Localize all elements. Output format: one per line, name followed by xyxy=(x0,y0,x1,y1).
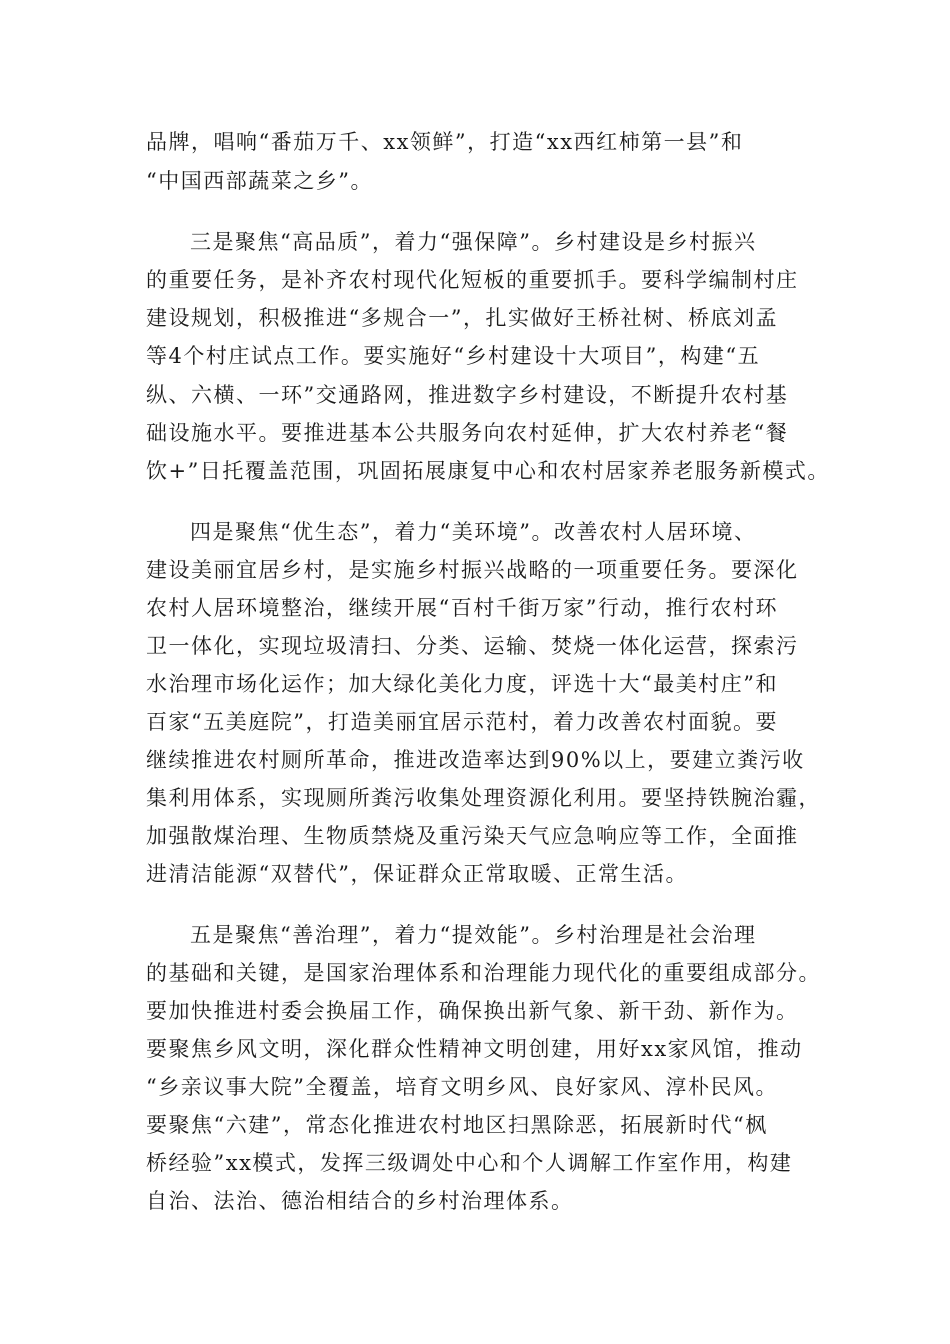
text-line: 自治、法治、德治相结合的乡村治理体系。 xyxy=(146,1189,574,1213)
text-line: “中国西部蔬菜之乡”。 xyxy=(146,169,373,193)
text-line: 百家“五美庭院”，打造美丽宜居示范村，着力改善农村面貌。要 xyxy=(146,710,778,734)
text-line: 品牌，唱响“番茄万千、xx领鲜”，打造“xx西红柿第一县”和 xyxy=(146,130,744,154)
text-line: 的重要任务，是补齐农村现代化短板的重要抓手。要科学编制村庄 xyxy=(146,268,799,292)
text-line: “乡亲议事大院”全覆盖，培育文明乡风、良好家风、淳朴民风。 xyxy=(146,1075,778,1099)
text-line: 四是聚焦“优生态”，着力“美环境”。改善农村人居环境、 xyxy=(190,520,757,544)
text-line: 要聚焦“六建”，常态化推进农村地区扫黑除恶，拓展新时代“枫 xyxy=(146,1113,768,1137)
text-line: 建设规划，积极推进“多规合一”，扎实做好王桥社树、桥底刘孟 xyxy=(146,306,778,330)
text-line: 进清洁能源“双替代”，保证群众正常取暖、正常生活。 xyxy=(146,862,688,886)
text-line: 五是聚焦“善治理”，着力“提效能”。乡村治理是社会治理 xyxy=(190,923,757,947)
text-line: 卫一体化，实现垃圾清扫、分类、运输、焚烧一体化运营，探索污 xyxy=(146,634,799,658)
text-line: 水治理市场化运作；加大绿化美化力度，评选十大“最美村庄”和 xyxy=(146,672,778,696)
text-line: 加强散煤治理、生物质禁烧及重污染天气应急响应等工作，全面推 xyxy=(146,824,799,848)
text-line: 桥经验”xx模式，发挥三级调处中心和个人调解工作室作用，构建 xyxy=(146,1151,793,1175)
text-line: 要聚焦乡风文明，深化群众性精神文明创建，用好xx家风馆，推动 xyxy=(146,1037,803,1061)
text-line: 建设美丽宜居乡村，是实施乡村振兴战略的一项重要任务。要深化 xyxy=(146,558,799,582)
text-line: 础设施水平。要推进基本公共服务向农村延伸，扩大农村养老“餐 xyxy=(146,421,789,445)
text-line: 三是聚焦“高品质”，着力“强保障”。乡村建设是乡村振兴 xyxy=(190,230,757,254)
text-line: 的基础和关键，是国家治理体系和治理能力现代化的重要组成部分。 xyxy=(146,961,821,985)
text-line: 等4个村庄试点工作。要实施好“乡村建设十大项目”，构建“五 xyxy=(146,344,761,368)
text-line: 饮+”日托覆盖范围，巩固拓展康复中心和农村居家养老服务新模式。 xyxy=(146,459,830,483)
text-line: 集利用体系，实现厕所粪污收集处理资源化利用。要坚持铁腕治霾， xyxy=(146,786,821,810)
text-line: 要加快推进村委会换届工作，确保换出新气象、新干劲、新作为。 xyxy=(146,999,799,1023)
text-line: 纵、六横、一环”交通路网，推进数字乡村建设，不断提升农村基 xyxy=(146,383,789,407)
text-line: 农村人居环境整治，继续开展“百村千街万家”行动，推行农村环 xyxy=(146,596,778,620)
text-line: 继续推进农村厕所革命，推进改造率达到90%以上，要建立粪污收 xyxy=(146,748,805,772)
